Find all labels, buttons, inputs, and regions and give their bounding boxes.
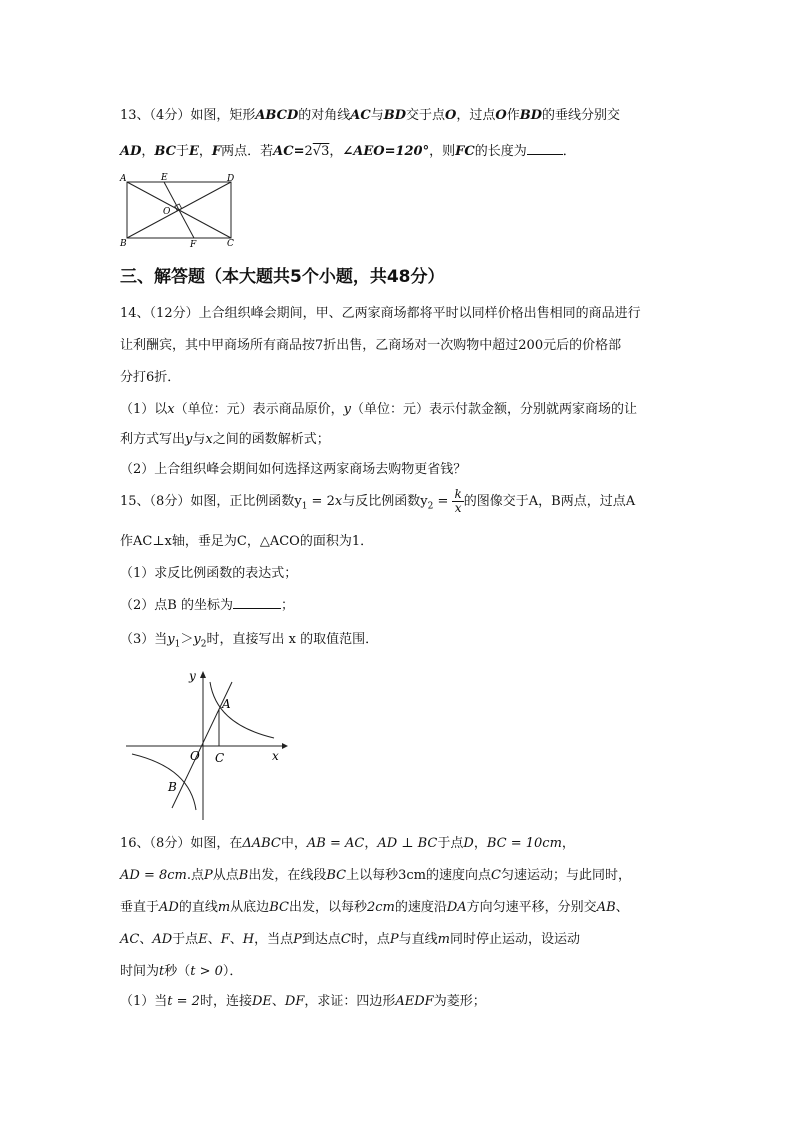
q13-label-e: E [161, 173, 168, 183]
q13-label-c: C [227, 239, 234, 249]
q13-label-b: B [120, 239, 127, 249]
hyperbola-branch-2 [132, 754, 196, 810]
q13-figure [116, 170, 246, 250]
q16-line2: AD = 8cm.点P从点B出发，在线段BC上以每秒3cm的速度向点C匀速运动；与此同时， [120, 868, 631, 883]
q14-line2: 让利酬宾，其中甲商场所有商品按7折出售，乙商场对一次购物中超过200元后的价格部 [120, 338, 622, 353]
q14-part1-line1: （1）以x（单位：元）表示商品原价，y（单位：元）表示付款金额，分别就两家商场的让 [120, 402, 638, 417]
section-heading: 三、解答题（本大题共5个小题，共48分） [120, 267, 445, 287]
q16-line3: 垂直于AD的直线m从底边BC出发，以每秒2cm的速度沿DA方向匀速平移，分别交AB、 [120, 900, 629, 915]
q16-line5: 时间为t秒（t > 0）． [120, 964, 243, 979]
q13-line2: AD，BC于E，F两点．若AC=2√3，∠AEO=120°，则FC的长度为 ． [120, 144, 576, 159]
q15-label-a: A [222, 697, 231, 711]
q15-label-b: B [168, 780, 177, 794]
x-axis-arrow [282, 743, 288, 749]
q15-label-y: y [189, 669, 196, 683]
q14-part2: （2）上合组织峰会期间如何选择这两家商场去购物更省钱？ [120, 462, 467, 477]
q13-answer-blank[interactable] [527, 143, 563, 155]
q15-label-c: C [215, 751, 225, 765]
q13-label-a: A [120, 174, 127, 184]
q13-label-o: O [163, 207, 171, 217]
q13-label-f: F [190, 240, 197, 250]
q14-part1-line2: 利方式写出y与x之间的函数解析式； [120, 432, 330, 447]
q13-line1: 13、（4分）如图，矩形ABCD的对角线AC与BD交于点O，过点O作BD的垂线分别交 [120, 108, 620, 123]
q14-line3: 分打6折． [120, 370, 181, 385]
q15-line2: 作AC⊥x轴，垂足为C，△ACO的面积为1． [120, 534, 374, 549]
q15-label-o: O [190, 749, 200, 763]
q13-label-d: D [227, 174, 235, 184]
q15-answer-blank[interactable] [233, 597, 281, 609]
hyperbola-branch-1 [210, 682, 274, 738]
q16-part1: （1）当t = 2时，连接DE、DF，求证：四边形AEDF为菱形； [120, 994, 486, 1009]
q15-part2: （2）点B 的坐标为 ； [120, 598, 294, 613]
q15-part1: （1）求反比例函数的表达式； [120, 566, 298, 581]
q15-label-x: x [272, 749, 279, 763]
q16-line1: 16、（8分）如图，在ΔABC中，AB = AC，AD ⊥ BC于点D，BC = 10cm， [120, 836, 575, 851]
y-axis-arrow [200, 671, 206, 678]
q15-part3: （3）当$y_1>y_2$时，直接写出 x 的取值范围． [120, 632, 379, 650]
q15-figure [122, 668, 292, 828]
q14-line1: 14、（12分）上合组织峰会期间，甲、乙两家商场都将平时以同样价格出售相同的商品进行 [120, 306, 641, 321]
fraction-k-over-x: $\frac{k}{x}$ [454, 487, 462, 515]
q15-line1: 15、（8分）如图，正比例函数$y_1 = 2x$与反比例函数$y_2$ = $\frac{k}{x}$ 的图像交于A，B两点，过点A [120, 487, 636, 515]
q16-line4: AC、AD于点E、F、H，当点P到达点C时，点P与直线m同时停止运动，设运动 [120, 932, 580, 947]
